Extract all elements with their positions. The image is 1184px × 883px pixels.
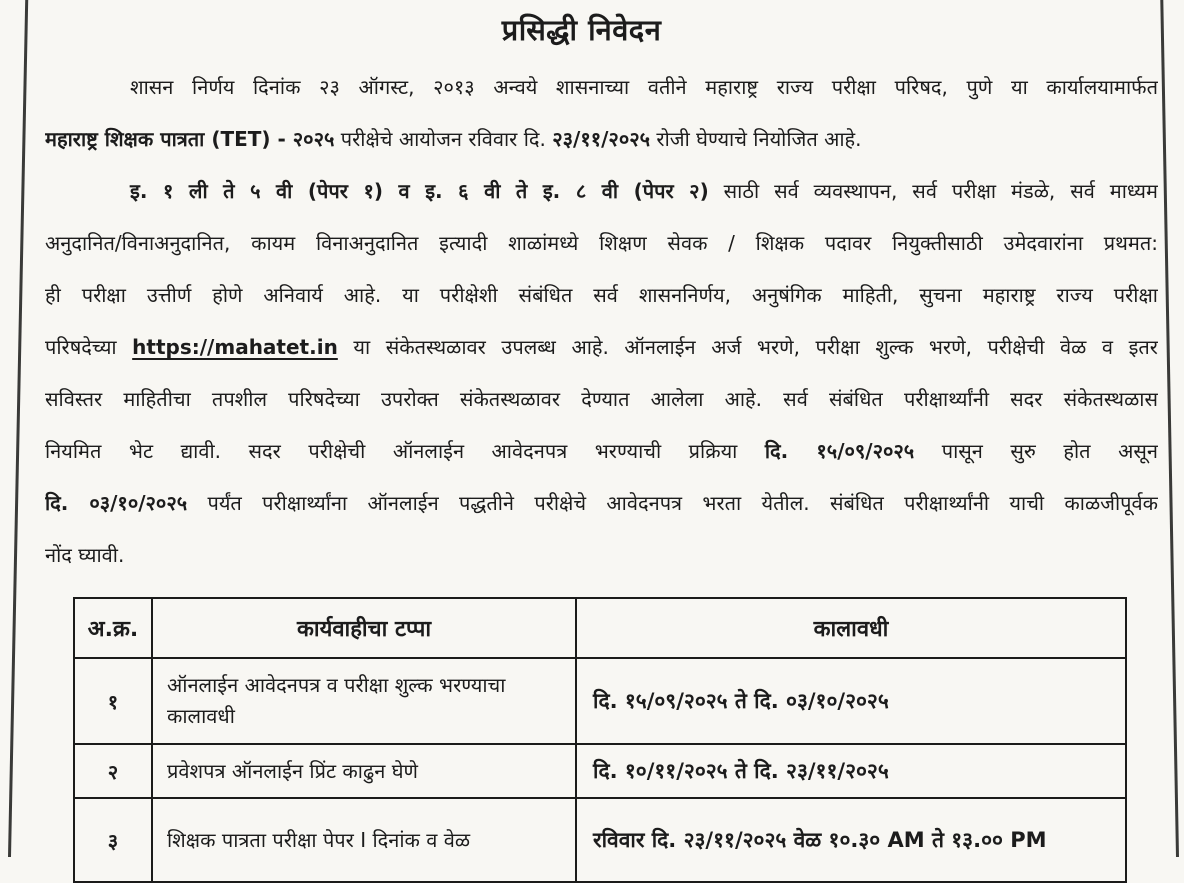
text-segment: दि. १५/०९/२०२५ xyxy=(764,439,915,463)
text-segment: पर्यंत परीक्षार्थ्यांना ऑनलाईन पद्धतीने परीक्षेचे आवेदनपत्र भरता येतील. संबंधित परीक्षार्थ्यांनी याची काळजीपूर्वक xyxy=(187,491,1158,515)
text-segment: रोजी घेण्याचे नियोजित आहे. xyxy=(650,127,862,151)
page-title: प्रसिद्धी निवेदन xyxy=(501,13,662,47)
text-segment: पासून सुरु होत असून xyxy=(914,439,1158,463)
text-segment: दि. ०३/१०/२०२५ xyxy=(45,491,188,515)
text-line xyxy=(45,321,1158,373)
text-line xyxy=(45,373,1158,425)
text-line xyxy=(45,425,1158,477)
website-link[interactable]: https://mahatet.in xyxy=(132,335,338,359)
text-segment: इ. १ ली ते ५ वी (पेपर १) व इ. ६ वी ते इ. ८ वी (पेपर २) xyxy=(130,179,709,203)
text-segment: परिषदेच्या xyxy=(45,335,133,359)
text-line xyxy=(45,61,1158,113)
document-body xyxy=(45,61,1158,581)
text-segment: नियमित भेट द्यावी. सदर परीक्षेची ऑनलाईन आवेदनपत्र भरण्याची प्रक्रिया xyxy=(45,439,765,463)
text-segment: नोंद घ्यावी. xyxy=(45,543,125,567)
col-header-serial: अ.क्र. xyxy=(74,598,152,658)
col-header-stage: कार्यवाहीचा टप्पा xyxy=(152,598,576,658)
col-header-period: कालावधी xyxy=(576,598,1126,658)
stage-cell: शिक्षक पात्रता परीक्षा पेपर I दिनांक व वेळ xyxy=(152,798,576,882)
text-segment: अनुदानित/विनाअनुदानित, कायम विनाअनुदानित इत्यादी शाळांमध्ये शिक्षण सेवक / शिक्षक पदावर नियुक्तीसाठी उमेदवारांना प्रथमत: xyxy=(45,231,1158,255)
table-header-row xyxy=(74,598,1126,658)
text-line xyxy=(45,165,1158,217)
serial-number-cell: १ xyxy=(74,658,152,744)
text-line xyxy=(45,529,1158,581)
schedule-table xyxy=(73,597,1127,883)
text-segment: महाराष्ट्र शिक्षक पात्रता (TET) - २०२५ xyxy=(45,127,335,151)
serial-number-cell: ३ xyxy=(74,798,152,882)
stage-cell: ऑनलाईन आवेदनपत्र व परीक्षा शुल्क भरण्याचा कालावधी xyxy=(152,658,576,744)
table-row xyxy=(74,798,1126,882)
text-line xyxy=(45,113,1158,165)
text-segment: २३/११/२०२५ xyxy=(552,127,651,151)
table-body xyxy=(74,658,1126,882)
text-segment: परीक्षेचे आयोजन रविवार दि. xyxy=(334,127,553,151)
table-row xyxy=(74,658,1126,744)
text-segment: ही परीक्षा उत्तीर्ण होणे अनिवार्य आहे. या परीक्षेशी संबंधित सर्व शासननिर्णय, अनुषंगिक माहिती, सुचना महाराष्ट्र राज्य परीक्षा xyxy=(45,283,1158,307)
table-row xyxy=(74,744,1126,798)
text-line xyxy=(45,477,1158,529)
text-segment: शासन निर्णय दिनांक २३ ऑगस्ट, २०१३ अन्वये शासनाच्या वतीने महाराष्ट्र राज्य परीक्षा परिषद, पुणे या कार्यालयामार्फत xyxy=(130,75,1158,99)
text-line xyxy=(45,269,1158,321)
serial-number-cell: २ xyxy=(74,744,152,798)
text-line xyxy=(45,217,1158,269)
period-cell: दि. १०/११/२०२५ ते दि. २३/११/२०२५ xyxy=(576,744,1126,798)
text-segment: साठी सर्व व्यवस्थापन, सर्व परीक्षा मंडळे, सर्व माध्यम xyxy=(708,179,1158,203)
period-cell: दि. १५/०९/२०२५ ते दि. ०३/१०/२०२५ xyxy=(576,658,1126,744)
period-cell: रविवार दि. २३/११/२०२५ वेळ १०.३० AM ते १३.०० PM xyxy=(576,798,1126,882)
text-segment: सविस्तर माहितीचा तपशील परिषदेच्या उपरोक्त संकेतस्थळावर देण्यात आलेला आहे. सर्व संबंधित परीक्षार्थ्यांनी सदर संकेतस्थळास xyxy=(45,387,1158,411)
stage-cell: प्रवेशपत्र ऑनलाईन प्रिंट काढुन घेणे xyxy=(152,744,576,798)
text-segment: या संकेतस्थळावर उपलब्ध आहे. ऑनलाईन अर्ज भरणे, परीक्षा शुल्क भरणे, परीक्षेची वेळ व इतर xyxy=(337,335,1158,359)
